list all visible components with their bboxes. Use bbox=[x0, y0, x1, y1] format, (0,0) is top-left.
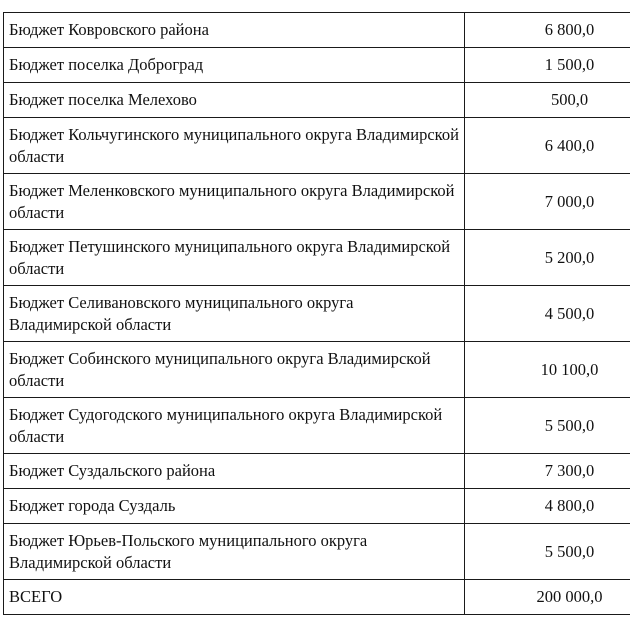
amount-value: 1 500,0 bbox=[465, 48, 630, 83]
total-value: 200 000,0 bbox=[465, 580, 630, 615]
recipient-name: Бюджет Судогодского муниципального округа Владимирской области bbox=[4, 398, 465, 454]
amount-value: 4 800,0 bbox=[465, 489, 630, 524]
recipient-name: Бюджет Селивановского муниципального округа Владимирской области bbox=[4, 286, 465, 342]
table-row bbox=[4, 286, 630, 342]
amount-value: 4 500,0 bbox=[465, 286, 630, 342]
amount-value: 10 100,0 bbox=[465, 342, 630, 398]
amount-value: 5 500,0 bbox=[465, 524, 630, 580]
table-row bbox=[4, 13, 630, 48]
total-row bbox=[4, 580, 630, 615]
amount-value: 7 000,0 bbox=[465, 174, 630, 230]
table-row bbox=[4, 174, 630, 230]
table-row bbox=[4, 398, 630, 454]
table-row bbox=[4, 48, 630, 83]
amount-value: 500,0 bbox=[465, 83, 630, 118]
table-row bbox=[4, 118, 630, 174]
recipient-name: Бюджет поселка Мелехово bbox=[4, 83, 465, 118]
total-label: ВСЕГО bbox=[4, 580, 465, 615]
table-row bbox=[4, 230, 630, 286]
amount-value: 6 400,0 bbox=[465, 118, 630, 174]
budget-table bbox=[3, 12, 630, 615]
recipient-name: Бюджет Кольчугинского муниципального округа Владимирской области bbox=[4, 118, 465, 174]
recipient-name: Бюджет Собинского муниципального округа Владимирской области bbox=[4, 342, 465, 398]
table-row bbox=[4, 524, 630, 580]
amount-value: 7 300,0 bbox=[465, 454, 630, 489]
recipient-name: Бюджет Ковровского района bbox=[4, 13, 465, 48]
amount-value: 6 800,0 bbox=[465, 13, 630, 48]
recipient-name: Бюджет Суздальского района bbox=[4, 454, 465, 489]
table-row bbox=[4, 342, 630, 398]
table-row bbox=[4, 489, 630, 524]
recipient-name: Бюджет Меленковского муниципального округа Владимирской области bbox=[4, 174, 465, 230]
amount-value: 5 200,0 bbox=[465, 230, 630, 286]
table-row bbox=[4, 454, 630, 489]
table-row bbox=[4, 83, 630, 118]
recipient-name: Бюджет Юрьев-Польского муниципального округа Владимирской области bbox=[4, 524, 465, 580]
recipient-name: Бюджет города Суздаль bbox=[4, 489, 465, 524]
recipient-name: Бюджет Петушинского муниципального округа Владимирской области bbox=[4, 230, 465, 286]
recipient-name: Бюджет поселка Доброград bbox=[4, 48, 465, 83]
amount-value: 5 500,0 bbox=[465, 398, 630, 454]
